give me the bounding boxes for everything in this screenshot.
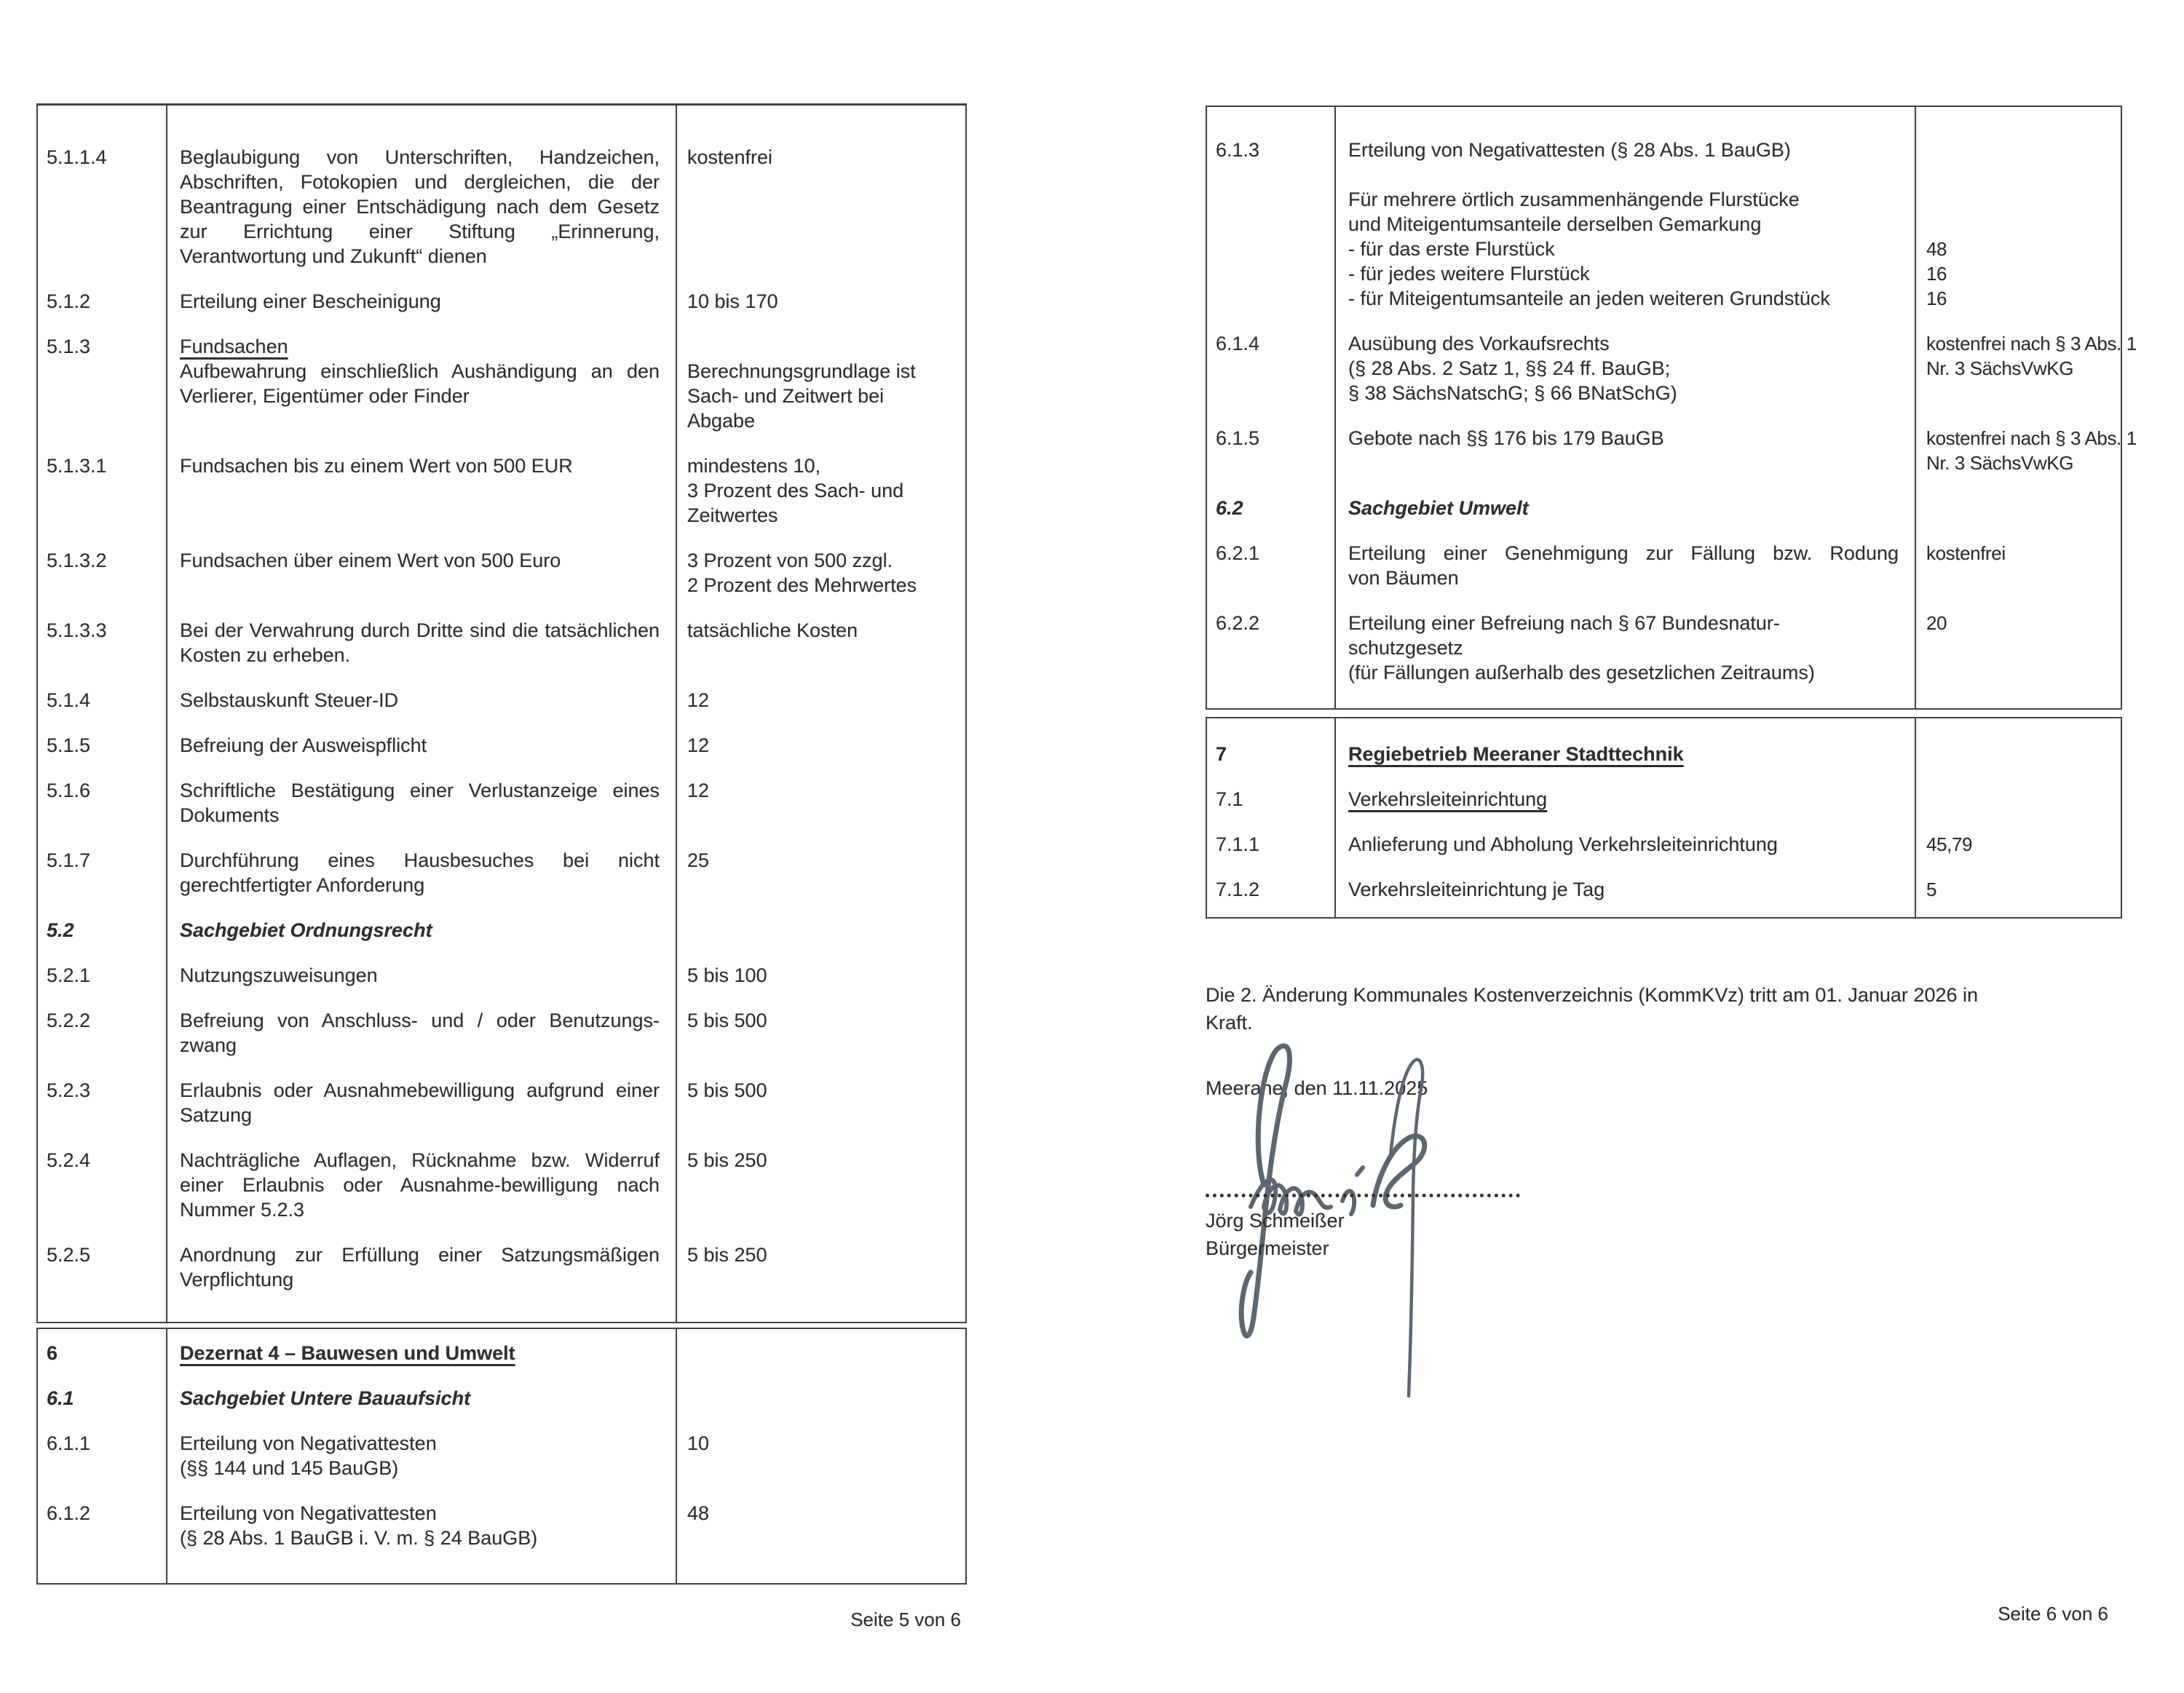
table-row bbox=[1207, 138, 2121, 311]
table-row bbox=[1207, 611, 2121, 685]
table-row bbox=[38, 289, 965, 314]
fee-table-page5-upper bbox=[36, 103, 967, 1323]
text-line: Verpflichtung bbox=[180, 1269, 294, 1290]
text-line: Abgabe bbox=[687, 410, 756, 432]
text-line: Beantragung einer Entschädigung nach dem Gesetz bbox=[180, 196, 660, 218]
text-line: Satzung bbox=[180, 1104, 253, 1126]
fee-cell bbox=[676, 1501, 965, 1550]
description-cell bbox=[166, 1501, 676, 1550]
text-line: Erteilung von Negativattesten bbox=[180, 1432, 437, 1454]
text-line: Berechnungsgrundlage ist bbox=[687, 360, 916, 382]
text-line: Dezernat 4 – Bauwesen und Umwelt bbox=[180, 1342, 515, 1364]
text-line: 12 bbox=[687, 689, 710, 711]
text-line: Nummer 5.2.3 bbox=[180, 1199, 305, 1221]
description-cell bbox=[166, 1242, 676, 1292]
text-line: Anlieferung und Abholung Verkehrsleiteinrichtung bbox=[1348, 833, 1778, 855]
text-line: 45,79 bbox=[1926, 833, 1973, 855]
fee-cell bbox=[676, 918, 965, 943]
row-number: 5.1.2 bbox=[47, 290, 91, 312]
table-row bbox=[38, 453, 965, 528]
description-cell bbox=[166, 334, 676, 433]
description-cell bbox=[166, 548, 676, 598]
fee-cell bbox=[676, 733, 965, 758]
table-row bbox=[38, 778, 965, 828]
text-line: Verlierer, Eigentümer oder Finder bbox=[180, 385, 470, 407]
text-line: Gebote nach §§ 176 bis 179 BauGB bbox=[1348, 427, 1664, 449]
text-line: Sachgebiet Untere Bauaufsicht bbox=[180, 1387, 471, 1409]
table-row bbox=[38, 1242, 965, 1292]
table-row bbox=[38, 733, 965, 758]
text-line bbox=[1926, 162, 2118, 187]
text-line bbox=[1926, 138, 2118, 162]
description-cell bbox=[166, 1386, 676, 1411]
table-row bbox=[1207, 541, 2121, 590]
fee-cell bbox=[676, 1242, 965, 1292]
closing-line: Die 2. Änderung Kommunales Kostenverzeichnis (KommKVz) tritt am 01. Januar 2026 in bbox=[1206, 984, 1979, 1006]
table-rows bbox=[38, 1329, 965, 1550]
description-cell bbox=[1334, 611, 1915, 685]
text-line: Fundsachen bbox=[180, 336, 288, 357]
text-line: Regiebetrieb Meeraner Stadttechnik bbox=[1348, 743, 1684, 765]
row-number: 6.1.1 bbox=[47, 1432, 91, 1454]
text-line: 5 bis 250 bbox=[687, 1244, 767, 1266]
description-cell bbox=[1334, 331, 1915, 405]
fee-cell bbox=[676, 778, 965, 828]
text-line: 5 bbox=[1926, 879, 1937, 900]
text-line: Aufbewahrung einschließlich Aushändigung an den bbox=[180, 360, 660, 382]
table-row bbox=[1207, 832, 2121, 857]
row-number: 5.2.2 bbox=[47, 1010, 91, 1031]
table-row bbox=[38, 618, 965, 667]
row-number: 6 bbox=[47, 1342, 58, 1364]
fee-cell bbox=[1915, 496, 2121, 520]
text-line: Nr. 3 SächsVwKG bbox=[1926, 452, 2074, 474]
text-line: von Bäumen bbox=[1348, 567, 1459, 589]
table-row bbox=[1207, 496, 2121, 520]
fee-cell bbox=[676, 1431, 965, 1480]
description-cell bbox=[166, 848, 676, 897]
text-line: Nachträgliche Auflagen, Rücknahme bzw. Widerruf bbox=[180, 1149, 660, 1171]
text-line: - für jedes weitere Flurstück bbox=[1348, 263, 1590, 285]
text-line: 5 bis 500 bbox=[687, 1010, 767, 1031]
text-line: Beglaubigung von Unterschriften, Handzeichen, bbox=[180, 146, 660, 168]
fee-cell bbox=[1915, 832, 2121, 857]
description-cell bbox=[166, 963, 676, 988]
table-rows bbox=[1207, 107, 2137, 685]
description-cell bbox=[166, 918, 676, 943]
text-line: und Miteigentumsanteile derselben Gemarkung bbox=[1348, 213, 1762, 235]
description-cell bbox=[166, 1078, 676, 1127]
description-cell bbox=[166, 1148, 676, 1222]
text-line: Fundsachen bis zu einem Wert von 500 EUR bbox=[180, 455, 573, 477]
table-row bbox=[38, 963, 965, 988]
description-cell bbox=[166, 778, 676, 828]
fee-cell bbox=[1915, 138, 2121, 311]
text-line: 5 bis 100 bbox=[687, 964, 767, 986]
table-row bbox=[38, 848, 965, 897]
description-cell bbox=[166, 688, 676, 713]
text-line: 5 bis 250 bbox=[687, 1149, 767, 1171]
row-number: 6.1.5 bbox=[1216, 427, 1260, 449]
table-row bbox=[38, 688, 965, 713]
fee-cell bbox=[1915, 331, 2140, 405]
table-rows bbox=[1207, 718, 2121, 902]
text-line: § 38 SächsNatschG; § 66 BNatSchG) bbox=[1348, 382, 1677, 404]
fee-cell bbox=[676, 334, 965, 433]
row-number: 6.1.2 bbox=[47, 1502, 91, 1524]
closing-paragraph bbox=[1206, 981, 2130, 1036]
text-line: 5 bis 500 bbox=[687, 1079, 767, 1101]
text-line: Schriftliche Bestätigung einer Verlustanzeige eines bbox=[180, 780, 660, 801]
row-number: 6.1.4 bbox=[1216, 333, 1260, 354]
description-cell bbox=[166, 1431, 676, 1480]
text-line: 16 bbox=[1926, 263, 1947, 285]
table-row bbox=[1207, 426, 2137, 475]
text-line: Befreiung der Ausweispflicht bbox=[180, 734, 427, 756]
table-row bbox=[38, 145, 965, 269]
table-row bbox=[38, 548, 965, 598]
fee-cell bbox=[676, 963, 965, 988]
text-line: Dokuments bbox=[180, 804, 280, 826]
closing-line: Kraft. bbox=[1206, 1012, 1253, 1034]
text-line: Verkehrsleiteinrichtung bbox=[1348, 788, 1548, 810]
text-line: Kosten zu erheben. bbox=[180, 644, 351, 666]
text-line: kostenfrei nach § 3 Abs. 1 bbox=[1926, 333, 2137, 354]
row-number: 6.2 bbox=[1216, 497, 1243, 519]
text-line: Selbstauskunft Steuer-ID bbox=[180, 689, 399, 711]
text-line: - für das erste Flurstück bbox=[1348, 238, 1555, 260]
place-date-line: Meerane, den 11.11.2025 bbox=[1206, 1077, 1428, 1099]
table-row bbox=[38, 1148, 965, 1222]
text-line: 12 bbox=[687, 734, 710, 756]
row-number: 7 bbox=[1216, 743, 1227, 765]
row-number: 5.1.3.3 bbox=[47, 619, 107, 641]
text-line: Nutzungszuweisungen bbox=[180, 964, 378, 986]
text-line: zur Errichtung einer Stiftung „Erinnerung, bbox=[180, 221, 660, 242]
fee-cell bbox=[676, 1341, 965, 1365]
fee-table-page5-lower bbox=[36, 1328, 967, 1585]
description-cell bbox=[1334, 138, 1915, 311]
table-row bbox=[38, 1501, 965, 1550]
table-row bbox=[1207, 877, 2121, 902]
description-cell bbox=[1334, 832, 1915, 857]
table-row bbox=[38, 334, 965, 433]
description-cell bbox=[1334, 496, 1915, 520]
fee-cell bbox=[1915, 742, 2121, 766]
description-cell bbox=[166, 289, 676, 314]
text-line: Zeitwertes bbox=[687, 504, 778, 526]
row-number: 5.2 bbox=[47, 919, 74, 941]
description-cell bbox=[1334, 426, 1915, 475]
text-line: Für mehrere örtlich zusammenhängende Flurstücke bbox=[1348, 189, 1800, 210]
table-row bbox=[38, 1341, 965, 1365]
row-number: 5.1.3.1 bbox=[47, 455, 107, 477]
fee-cell bbox=[676, 548, 965, 598]
text-line bbox=[687, 334, 962, 359]
text-line: mindestens 10, bbox=[687, 455, 821, 477]
row-number: 5.1.7 bbox=[47, 849, 91, 871]
description-cell bbox=[166, 145, 676, 269]
text-line: kostenfrei bbox=[1926, 542, 2006, 564]
signer-name: Jörg Schmeißer bbox=[1206, 1210, 1345, 1232]
text-line: Erteilung einer Befreiung nach § 67 Bundesnatur- bbox=[1348, 612, 1780, 634]
text-line bbox=[1348, 162, 1899, 187]
fee-cell bbox=[676, 848, 965, 897]
table-row bbox=[38, 1431, 965, 1480]
fee-cell bbox=[676, 1008, 965, 1058]
text-line: 3 Prozent von 500 zzgl. bbox=[687, 550, 893, 571]
table-row bbox=[38, 1386, 965, 1411]
text-line: Sachgebiet Umwelt bbox=[1348, 497, 1529, 519]
fee-cell bbox=[676, 1386, 965, 1411]
row-number: 5.1.6 bbox=[47, 780, 91, 801]
fee-cell bbox=[676, 453, 965, 528]
row-number: 7.1.1 bbox=[1216, 833, 1260, 855]
fee-cell bbox=[676, 688, 965, 713]
fee-cell bbox=[1915, 787, 2121, 812]
table-row bbox=[38, 1078, 965, 1127]
text-line: 10 bis 170 bbox=[687, 290, 778, 312]
text-line: Erteilung einer Bescheinigung bbox=[180, 290, 441, 312]
row-number: 7.1 bbox=[1216, 788, 1243, 810]
signature-block bbox=[1206, 1207, 1345, 1262]
text-line: 25 bbox=[687, 849, 710, 871]
text-line: gerechtfertigter Anforderung bbox=[180, 874, 425, 896]
text-line: 3 Prozent des Sach- und bbox=[687, 480, 904, 501]
text-line: zwang bbox=[180, 1034, 237, 1056]
text-line: Sachgebiet Ordnungsrecht bbox=[180, 919, 432, 941]
text-line: 48 bbox=[1926, 238, 1947, 260]
row-number: 5.2.4 bbox=[47, 1149, 91, 1171]
description-cell bbox=[166, 618, 676, 667]
text-line: 12 bbox=[687, 780, 710, 801]
text-line: Abschriften, Fotokopien und dergleichen, die der bbox=[180, 171, 660, 193]
text-line: Nr. 3 SächsVwKG bbox=[1926, 357, 2074, 379]
text-line: Anordnung zur Erfüllung einer Satzungsmäßigen bbox=[180, 1244, 660, 1266]
text-line: Verkehrsleiteinrichtung je Tag bbox=[1348, 879, 1605, 900]
table-row bbox=[38, 918, 965, 943]
description-cell bbox=[1334, 877, 1915, 902]
row-number: 5.1.3.2 bbox=[47, 550, 107, 571]
text-line: 16 bbox=[1926, 288, 1947, 309]
text-line: Bei der Verwahrung durch Dritte sind die tatsächlichen bbox=[180, 619, 660, 641]
row-number: 5.2.5 bbox=[47, 1244, 91, 1266]
text-line: 20 bbox=[1926, 612, 1947, 634]
text-line: Ausübung des Vorkaufsrechts bbox=[1348, 333, 1610, 354]
table-rows bbox=[38, 106, 965, 1292]
text-line: 10 bbox=[687, 1432, 710, 1454]
row-number: 6.1 bbox=[47, 1387, 74, 1409]
text-line: schutzgesetz bbox=[1348, 637, 1463, 659]
text-line: Erteilung von Negativattesten (§ 28 Abs. 1 BauGB) bbox=[1348, 139, 1791, 161]
fee-table-page6-lower bbox=[1206, 717, 2122, 919]
table-row bbox=[1207, 742, 2121, 766]
text-line: - für Miteigentumsanteile an jeden weiteren Grundstück bbox=[1348, 288, 1830, 309]
text-line bbox=[1926, 212, 2118, 237]
fee-cell bbox=[676, 289, 965, 314]
row-number: 5.1.1.4 bbox=[47, 146, 107, 168]
text-line: Durchführung eines Hausbesuches bei nicht bbox=[180, 849, 660, 871]
text-line: Erteilung von Negativattesten bbox=[180, 1502, 437, 1524]
fee-table-page6-upper bbox=[1206, 106, 2137, 710]
fee-cell bbox=[676, 618, 965, 667]
text-line: kostenfrei bbox=[687, 146, 773, 168]
table-row bbox=[1207, 787, 2121, 812]
row-number: 5.1.5 bbox=[47, 734, 91, 756]
text-line: Erlaubnis oder Ausnahmebewilligung aufgrund einer bbox=[180, 1079, 660, 1101]
text-line: (für Fällungen außerhalb des gesetzlichen Zeitraums) bbox=[1348, 662, 1815, 683]
text-line: tatsächliche Kosten bbox=[687, 619, 858, 641]
description-cell bbox=[166, 453, 676, 528]
text-line: Befreiung von Anschluss- und / oder Benutzungs- bbox=[180, 1010, 660, 1031]
row-number: 5.1.3 bbox=[47, 336, 91, 357]
text-line: (§§ 144 und 145 BauGB) bbox=[180, 1457, 399, 1479]
row-number: 6.2.1 bbox=[1216, 542, 1260, 564]
fee-cell bbox=[676, 145, 965, 269]
description-cell bbox=[1334, 742, 1915, 766]
fee-cell bbox=[676, 1078, 965, 1127]
fee-cell bbox=[1915, 877, 2121, 902]
text-line: Verantwortung und Zukunft“ dienen bbox=[180, 245, 487, 267]
row-number: 7.1.2 bbox=[1216, 879, 1260, 900]
page-number: Seite 6 von 6 bbox=[1998, 1603, 2108, 1625]
text-line: (§ 28 Abs. 2 Satz 1, §§ 24 ff. BauGB; bbox=[1348, 357, 1671, 379]
description-cell bbox=[166, 1341, 676, 1365]
fee-cell bbox=[1915, 426, 2140, 475]
text-line: 48 bbox=[687, 1502, 710, 1524]
signature-line bbox=[1206, 1194, 1520, 1197]
signer-title: Bürgermeister bbox=[1206, 1237, 1329, 1259]
fee-cell bbox=[676, 1148, 965, 1222]
description-cell bbox=[166, 1008, 676, 1058]
row-number: 6.1.3 bbox=[1216, 139, 1260, 161]
text-line: 2 Prozent des Mehrwertes bbox=[687, 574, 917, 596]
fee-cell bbox=[1915, 611, 2121, 685]
description-cell bbox=[1334, 541, 1915, 590]
text-line: Fundsachen über einem Wert von 500 Euro bbox=[180, 550, 561, 571]
row-number: 6.2.2 bbox=[1216, 612, 1260, 634]
text-line: einer Erlaubnis oder Ausnahme-bewilligung nach bbox=[180, 1174, 660, 1196]
text-line: Sach- und Zeitwert bei bbox=[687, 385, 885, 407]
text-line: Erteilung einer Genehmigung zur Fällung bzw. Rodung bbox=[1348, 542, 1899, 564]
text-line: kostenfrei nach § 3 Abs. 1 bbox=[1926, 427, 2137, 449]
table-row bbox=[1207, 331, 2137, 405]
text-line bbox=[1926, 187, 2118, 212]
table-row bbox=[38, 1008, 965, 1058]
page-number: Seite 5 von 6 bbox=[850, 1609, 961, 1630]
text-line: (§ 28 Abs. 1 BauGB i. V. m. § 24 BauGB) bbox=[180, 1527, 538, 1549]
row-number: 5.2.3 bbox=[47, 1079, 91, 1101]
row-number: 5.1.4 bbox=[47, 689, 91, 711]
description-cell bbox=[1334, 787, 1915, 812]
row-number: 5.2.1 bbox=[47, 964, 91, 986]
description-cell bbox=[166, 733, 676, 758]
fee-cell bbox=[1915, 541, 2121, 590]
